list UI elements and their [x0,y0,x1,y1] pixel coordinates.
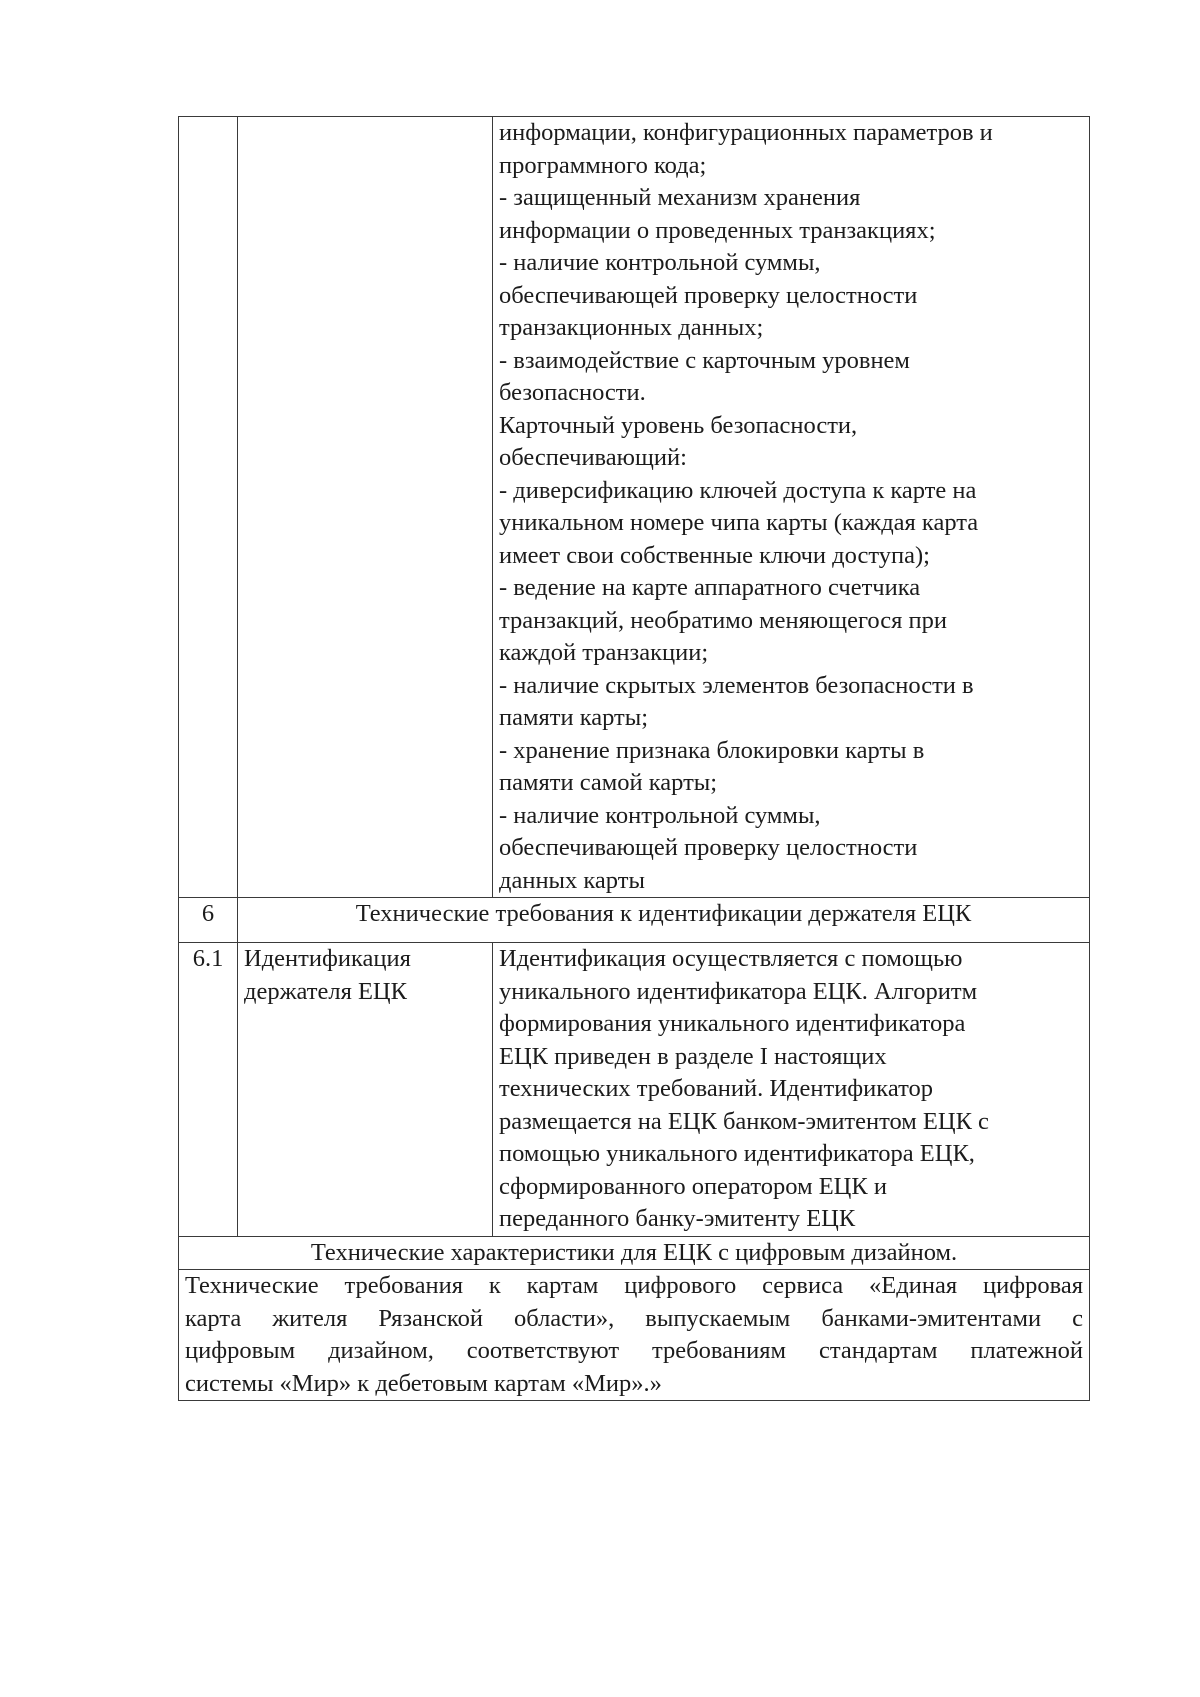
item-desc-cell [493,943,1090,1237]
desc-line: - наличие контрольной суммы, [499,801,821,829]
requirements-table [178,116,1090,1401]
desc-line: - диверсификацию ключей доступа к карте на [499,476,977,504]
desc-line: уникального идентификатора ЕЦК. Алгоритм [499,977,978,1005]
item-name-cell [238,943,493,1237]
desc-line: уникальном номере чипа карты (каждая карта [499,509,979,536]
desc-line: памяти самой карты; [499,769,718,796]
desc-line: программного кода; [499,151,707,179]
item-name-line: Идентификация [244,945,411,972]
paragraph-line: системы «Мир» к дебетовым картам «Мир».» [185,1369,662,1397]
desc-line: информации, конфигурационных параметров и [499,119,993,146]
desc-line: помощью уникального идентификатора ЕЦК, [499,1140,975,1167]
section-6-row [179,898,1090,943]
desc-line: Идентификация осуществляется с помощью [499,945,963,972]
continuation-name-cell [238,117,493,898]
final-paragraph [179,1270,1090,1401]
row-6-1 [179,943,1090,1237]
desc-line: обеспечивающей проверку целостности [499,834,918,861]
final-row [179,1270,1090,1401]
desc-line: переданного банку-эмитенту ЕЦК [499,1205,856,1232]
desc-line: - хранение признака блокировки карты в [499,736,925,764]
characteristics-row [179,1236,1090,1270]
section-title: Технические требования к идентификации держателя ЕЦК [238,898,1090,943]
desc-line: транзакций, необратимо меняющегося при [499,606,948,634]
desc-line: безопасности. [499,379,646,406]
desc-line: информации о проведенных транзакциях; [499,216,936,244]
section-number: 6 [179,898,238,943]
desc-line: технических требований. Идентификатор [499,1075,933,1102]
continuation-row [179,117,1090,898]
desc-line: имеет свои собственные ключи доступа); [499,541,930,569]
desc-line: обеспечивающей проверку целостности [499,281,918,309]
desc-line: обеспечивающий: [499,444,687,471]
item-name-line: держателя ЕЦК [244,977,407,1005]
desc-line: Карточный уровень безопасности, [499,411,858,439]
desc-line: - наличие контрольной суммы, [499,249,821,276]
item-number: 6.1 [179,943,238,1237]
characteristics-title: Технические характеристики для ЕЦК с цифровым дизайном. [179,1236,1090,1270]
desc-line: каждой транзакции; [499,639,709,666]
desc-line: - взаимодействие с карточным уровнем [499,346,910,374]
desc-line: памяти карты; [499,704,649,731]
desc-line: транзакционных данных; [499,314,764,341]
desc-line: сформированного оператором ЕЦК и [499,1172,887,1200]
desc-line: данных карты [499,866,645,894]
desc-line: размещается на ЕЦК банком-эмитентом ЕЦК с [499,1107,989,1135]
desc-line: - ведение на карте аппаратного счетчика [499,574,921,601]
desc-line: ЕЦК приведен в разделе I настоящих [499,1042,887,1070]
paragraph-line: цифровым дизайном, соответствуют требованиям стандартам платежной [185,1337,1083,1364]
desc-line: формирования уникального идентификатора [499,1010,966,1037]
continuation-num-cell [179,117,238,898]
paragraph-line: Технические требования к картам цифрового сервиса «Единая цифровая [185,1272,1083,1299]
continuation-desc-cell [493,117,1090,898]
paragraph-line: карта жителя Рязанской области», выпускаемым банками-эмитентами с [185,1304,1083,1332]
desc-line: - защищенный механизм хранения [499,184,861,211]
desc-line: - наличие скрытых элементов безопасности в [499,671,974,699]
